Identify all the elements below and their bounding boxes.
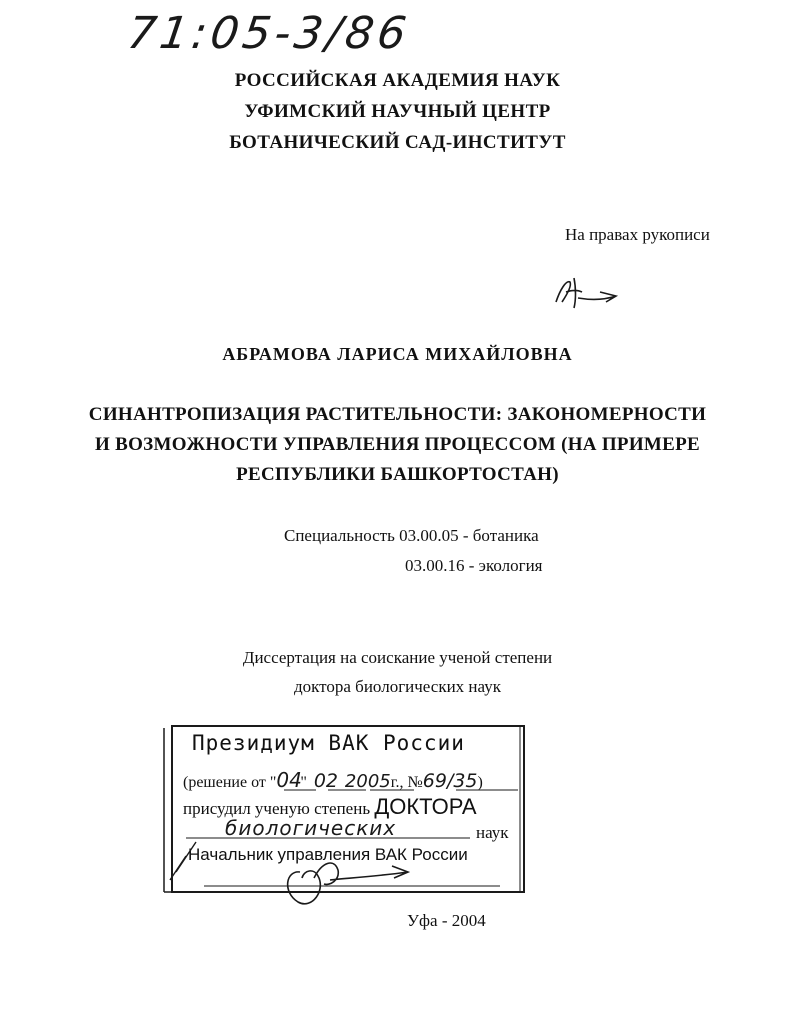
thesis-title-line-3: РЕСПУБЛИКИ БАШКОРТОСТАН) — [236, 464, 559, 485]
dissertation-purpose: Диссертация на соискание ученой степени — [242, 648, 553, 667]
archive-code-handwritten: 71:05-3/86 — [124, 8, 414, 59]
decision-prefix: (решение от " — [183, 774, 277, 791]
decision-number: 69/35 — [422, 770, 478, 792]
stamp-chief: Начальник управления ВАК России — [188, 845, 468, 864]
awarded-degree: ДОКТОРА — [374, 794, 477, 819]
science-field-handwritten: биологических — [225, 816, 397, 840]
institution-line-center: УФИМСКИЙ НАУЧНЫЙ ЦЕНТР — [244, 101, 551, 122]
decision-year-suffix: г., № — [390, 774, 423, 791]
place-year: Уфа - 2004 — [407, 911, 486, 930]
decision-year: 2005 — [344, 771, 391, 792]
awarded-prefix: присудил ученую степень — [183, 799, 371, 818]
thesis-title-line-2: И ВОЗМОЖНОСТИ УПРАВЛЕНИЯ ПРОЦЕССОМ (НА ПРИМЕРЕ — [94, 434, 700, 455]
specialty-botany: Специальность 03.00.05 - ботаника — [284, 526, 539, 545]
author-name: АБРАМОВА ЛАРИСА МИХАЙЛОВНА — [222, 344, 573, 364]
stamp-title: Президиум ВАК России — [192, 731, 465, 755]
science-suffix: наук — [476, 823, 509, 842]
thesis-title-line-1: СИНАНТРОПИЗАЦИЯ РАСТИТЕЛЬНОСТИ: ЗАКОНОМЕРНОСТИ — [88, 404, 707, 425]
institution-line-garden: БОТАНИЧЕСКИЙ САД-ИНСТИТУТ — [229, 132, 566, 153]
specialty-ecology: 03.00.16 - экология — [405, 556, 543, 575]
decision-day: 04 — [276, 768, 302, 792]
decision-close: ) — [477, 774, 483, 791]
dissertation-degree: доктора биологических наук — [294, 677, 501, 696]
decision-month: 02 — [313, 770, 339, 792]
rights-note: На правах рукописи — [565, 225, 710, 244]
decision-mid: " — [300, 774, 307, 791]
institution-line-academy: РОССИЙСКАЯ АКАДЕМИЯ НАУК — [234, 70, 561, 91]
